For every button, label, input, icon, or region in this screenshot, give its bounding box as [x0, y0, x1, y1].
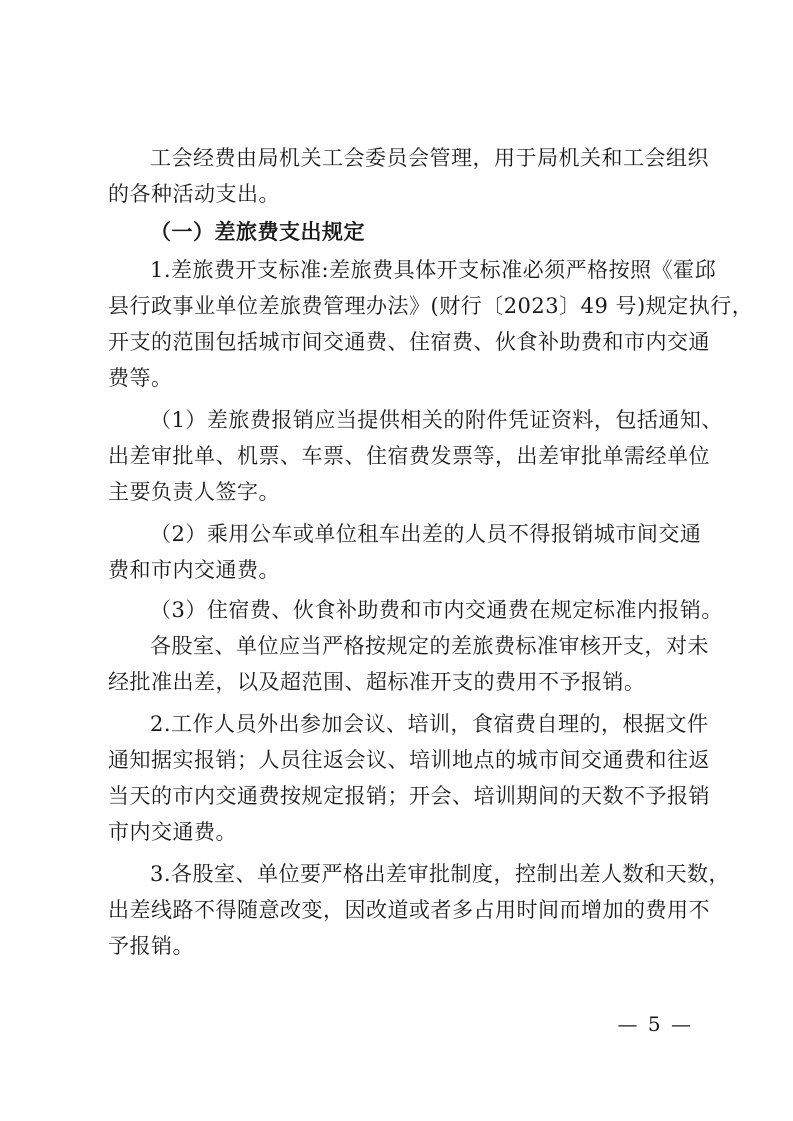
paragraph-line: 费和市内交通费。	[108, 558, 280, 582]
paragraph-line: 县行政事业单位差旅费管理办法》(财行〔2023〕49 号)规定执行，	[108, 294, 754, 318]
paragraph-line: 市内交通费。	[108, 820, 237, 844]
paragraph-line: （1）差旅费报销应当提供相关的附件凭证资料，包括通知、	[150, 408, 723, 432]
paragraph-line: 各股室、单位应当严格按规定的差旅费标准审核开支，对未	[150, 634, 709, 658]
paragraph-line: 主要负责人签字。	[108, 480, 280, 504]
paragraph-line: 予报销。	[108, 934, 194, 958]
paragraph-line: 开支的范围包括城市间交通费、住宿费、伙食补助费和市内交通	[108, 330, 710, 354]
paragraph-line: 当天的市内交通费按规定报销；开会、培训期间的天数不予报销	[108, 784, 710, 808]
paragraph-line: 出差线路不得随意改变，因改道或者多占用时间而增加的费用不	[108, 898, 710, 922]
paragraph-line: 费等。	[108, 366, 173, 390]
paragraph-line: 2.工作人员外出参加会议、培训，食宿费自理的，根据文件	[150, 712, 709, 736]
section-heading: （一）差旅费支出规定	[150, 219, 365, 244]
page-number: — 5 —	[617, 1012, 693, 1036]
paragraph-line: 出差审批单、机票、车票、住宿费发票等，出差审批单需经单位	[108, 444, 710, 468]
paragraph-line: （3）住宿费、伙食补助费和市内交通费在规定标准内报销。	[150, 598, 723, 622]
paragraph-line: 通知据实报销；人员往返会议、培训地点的城市间交通费和往返	[108, 748, 710, 772]
paragraph-line: （2）乘用公车或单位租车出差的人员不得报销城市间交通	[150, 522, 702, 546]
paragraph-line: 的各种活动支出。	[108, 182, 280, 206]
paragraph-line: 1.差旅费开支标准:差旅费具体开支标准必须严格按照《霍邱	[150, 258, 717, 282]
paragraph-line: 3.各股室、单位要严格出差审批制度，控制出差人数和天数，	[150, 862, 731, 886]
paragraph-line: 工会经费由局机关工会委员会管理，用于局机关和工会组织	[150, 146, 709, 170]
paragraph-line: 经批准出差，以及超范围、超标准开支的费用不予报销。	[108, 670, 646, 694]
